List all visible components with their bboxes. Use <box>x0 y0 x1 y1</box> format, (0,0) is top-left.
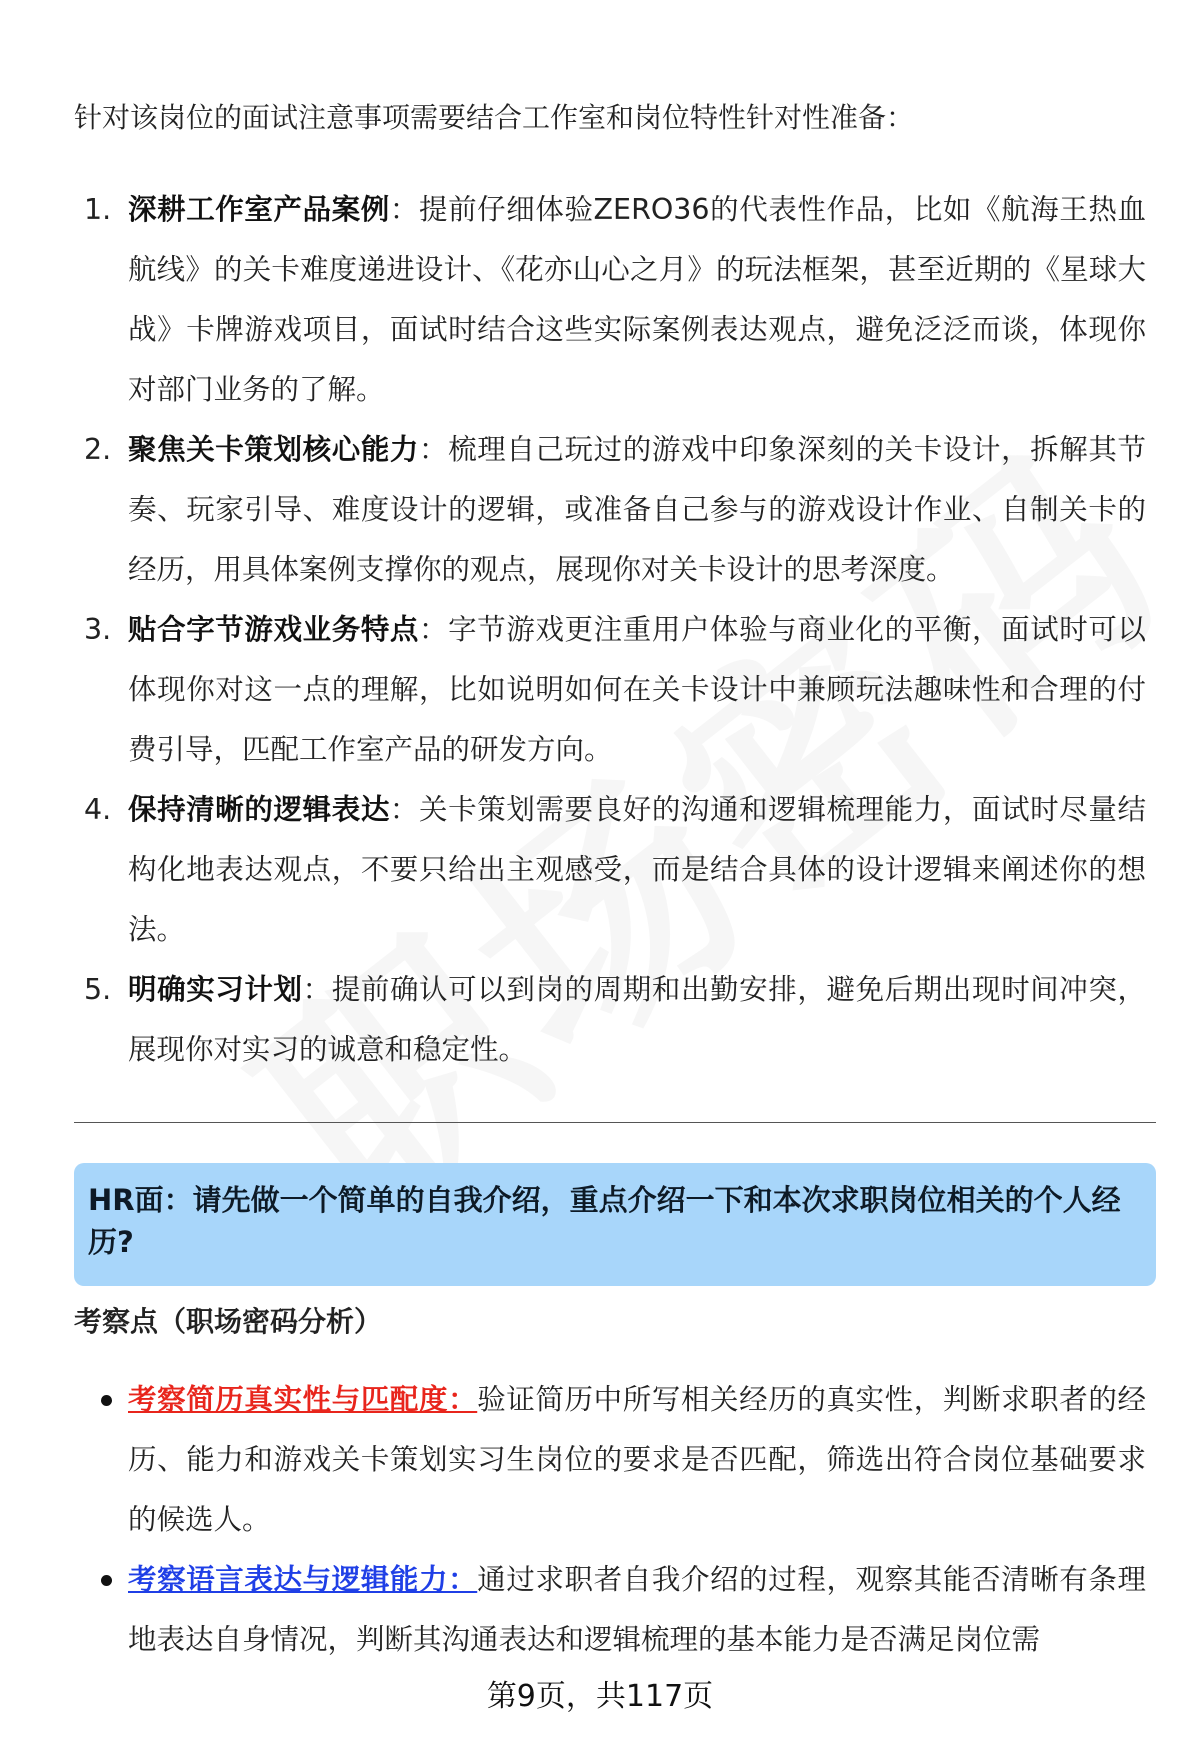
item-term: 贴合字节游戏业务特点 <box>128 613 420 646</box>
section-title: 考察点（职场密码分析） <box>74 1305 383 1338</box>
item-text: 提前确认可以到岗的周期和出勤安排，避免后期出现时间冲突，展现你对实习的诚意和稳定性。 <box>128 973 1146 1066</box>
item-text: 梳理自己玩过的游戏中印象深刻的关卡设计，拆解其节奏、玩家引导、难度设计的逻辑，或准备自己参与的游戏设计作业、自制关卡的经历，用具体案例支撑你的观点，展现你对关卡设计的思考深度。 <box>128 433 1146 586</box>
question-text: HR面：请先做一个简单的自我介绍，重点介绍一下和本次求职岗位相关的个人经历? <box>88 1183 1121 1259</box>
item-number: 2. <box>84 433 112 466</box>
bullet-icon <box>101 1395 112 1406</box>
tips-list <box>74 180 1146 1080</box>
item-text: 提前仔细体验ZERO36的代表性作品，比如《航海王热血航线》的关卡难度递进设计、《花亦山心之月》的玩法框架，甚至近期的《星球大战》卡牌游戏项目，面试时结合这些实际案例表达观点，避免泛泛而谈，体现你对部门业务的了解。 <box>128 193 1146 406</box>
page-footer: 第9页，共117页 <box>486 1679 714 1714</box>
bullet-icon <box>101 1575 112 1586</box>
section-divider <box>74 1122 1156 1123</box>
list-item <box>74 1550 1146 1670</box>
item-separator: ： <box>302 973 332 1006</box>
item-number: 5. <box>84 973 112 1006</box>
intro-paragraph: 针对该岗位的面试注意事项需要结合工作室和岗位特性针对性准备： <box>74 101 915 134</box>
item-number: 3. <box>84 613 112 646</box>
list-item <box>74 780 1146 960</box>
item-separator: ： <box>419 613 449 646</box>
item-term: 保持清晰的逻辑表达 <box>128 793 390 826</box>
item-term: 深耕工作室产品案例 <box>128 193 390 226</box>
list-item <box>74 960 1146 1080</box>
item-separator: ： <box>419 433 449 466</box>
question-box <box>74 1163 1156 1286</box>
list-item <box>74 1370 1146 1550</box>
point-text: 通过求职者自我介绍的过程，观察其能否清晰有条理地表达自身情况，判断其沟通表达和逻辑梳理的基本能力是否满足岗位需 <box>128 1563 1146 1656</box>
item-term: 聚焦关卡策划核心能力 <box>128 433 420 466</box>
point-text: 验证简历中所写相关经历的真实性，判断求职者的经历、能力和游戏关卡策划实习生岗位的要求是否匹配，筛选出符合岗位基础要求的候选人。 <box>128 1383 1146 1536</box>
list-item <box>74 600 1146 780</box>
item-separator: ： <box>389 193 419 226</box>
point-term: 考察语言表达与逻辑能力： <box>128 1563 478 1596</box>
list-item <box>74 420 1146 600</box>
list-item <box>74 180 1146 420</box>
item-text: 关卡策划需要良好的沟通和逻辑梳理能力，面试时尽量结构化地表达观点，不要只给出主观感受，而是结合具体的设计逻辑来阐述你的想法。 <box>128 793 1146 946</box>
point-term: 考察简历真实性与匹配度： <box>128 1383 478 1416</box>
item-text: 字节游戏更注重用户体验与商业化的平衡，面试时可以体现你对这一点的理解，比如说明如何在关卡设计中兼顾玩法趣味性和合理的付费引导，匹配工作室产品的研发方向。 <box>128 613 1146 766</box>
points-list <box>74 1370 1146 1670</box>
item-separator: ： <box>389 793 420 826</box>
item-number: 1. <box>84 193 112 226</box>
item-number: 4. <box>84 793 112 826</box>
item-term: 明确实习计划 <box>128 973 303 1006</box>
